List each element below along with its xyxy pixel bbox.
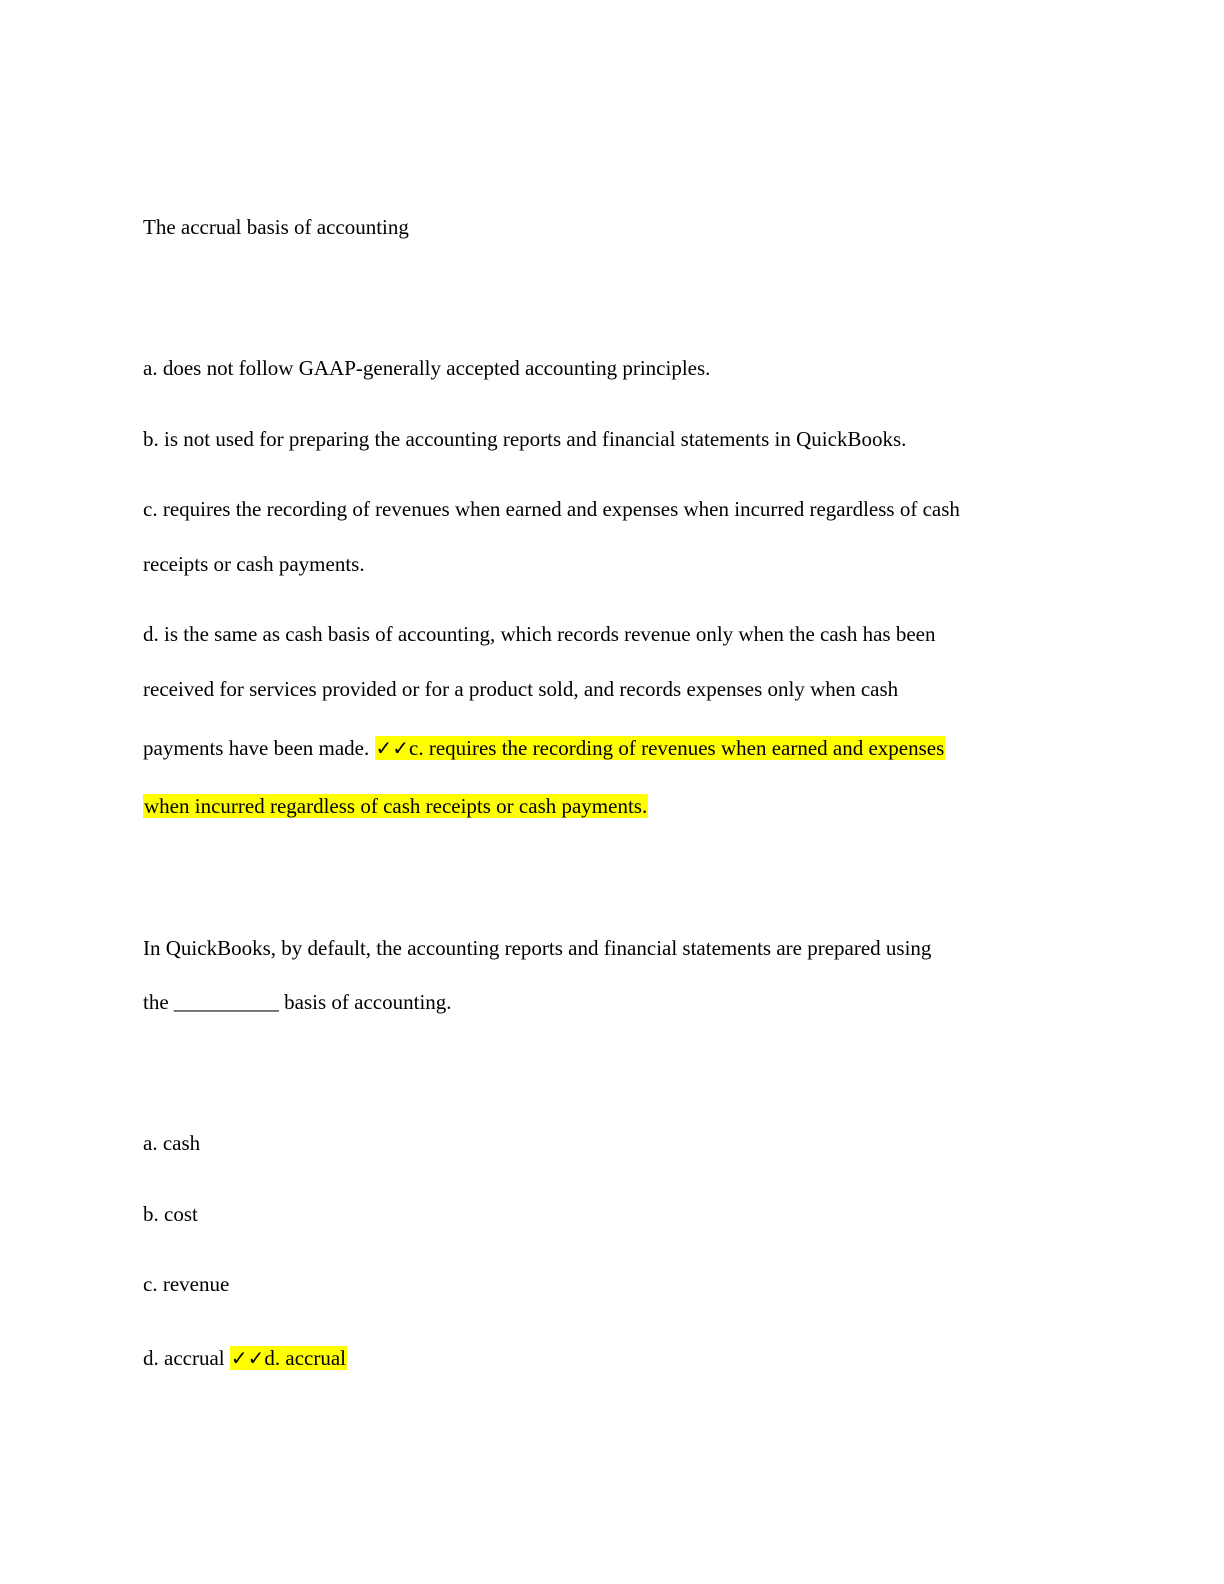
question-2-answer: d. accrual [264,1346,347,1370]
question-1-answer-line-2-row [143,792,648,820]
question-2-answer-highlight [230,1346,347,1370]
question-1-option-d-line-1: d. is the same as cash basis of accounting, which records revenue only when the cash has been [143,622,936,646]
question-1-option-a: a. does not follow GAAP-generally accepted accounting principles. [143,356,711,380]
double-check-icon: ✓✓ [230,1346,265,1370]
question-2-option-b: b. cost [143,1202,198,1226]
question-2-option-d [143,1344,347,1372]
question-2-option-d-text: d. accrual [143,1346,230,1370]
double-check-icon: ✓✓ [375,736,410,760]
question-2-stem-line-2: the __________ basis of accounting. [143,990,452,1014]
question-1-answer-line-2: when incurred regardless of cash receipts or cash payments. [144,794,648,818]
question-1-answer-line-1: c. requires the recording of revenues when earned and expenses [409,736,945,760]
question-2-option-c: c. revenue [143,1272,230,1296]
question-2-stem-line-1: In QuickBooks, by default, the accounting reports and financial statements are prepared using [143,936,932,960]
question-1-option-c-line-2: receipts or cash payments. [143,552,365,576]
question-1-option-b: b. is not used for preparing the accounting reports and financial statements in QuickBooks. [143,427,907,451]
question-1-stem: The accrual basis of accounting [143,215,409,239]
question-1-option-c-line-1: c. requires the recording of revenues when earned and expenses when incurred regardless of cash [143,497,960,521]
question-1-option-d-line-2: received for services provided or for a product sold, and records expenses only when cash [143,677,899,701]
question-1-answer-highlight [375,736,946,760]
question-1-option-d-line-3-text: payments have been made. [143,736,375,760]
question-1-option-d-line-3 [143,734,945,762]
question-2-option-a: a. cash [143,1131,201,1155]
